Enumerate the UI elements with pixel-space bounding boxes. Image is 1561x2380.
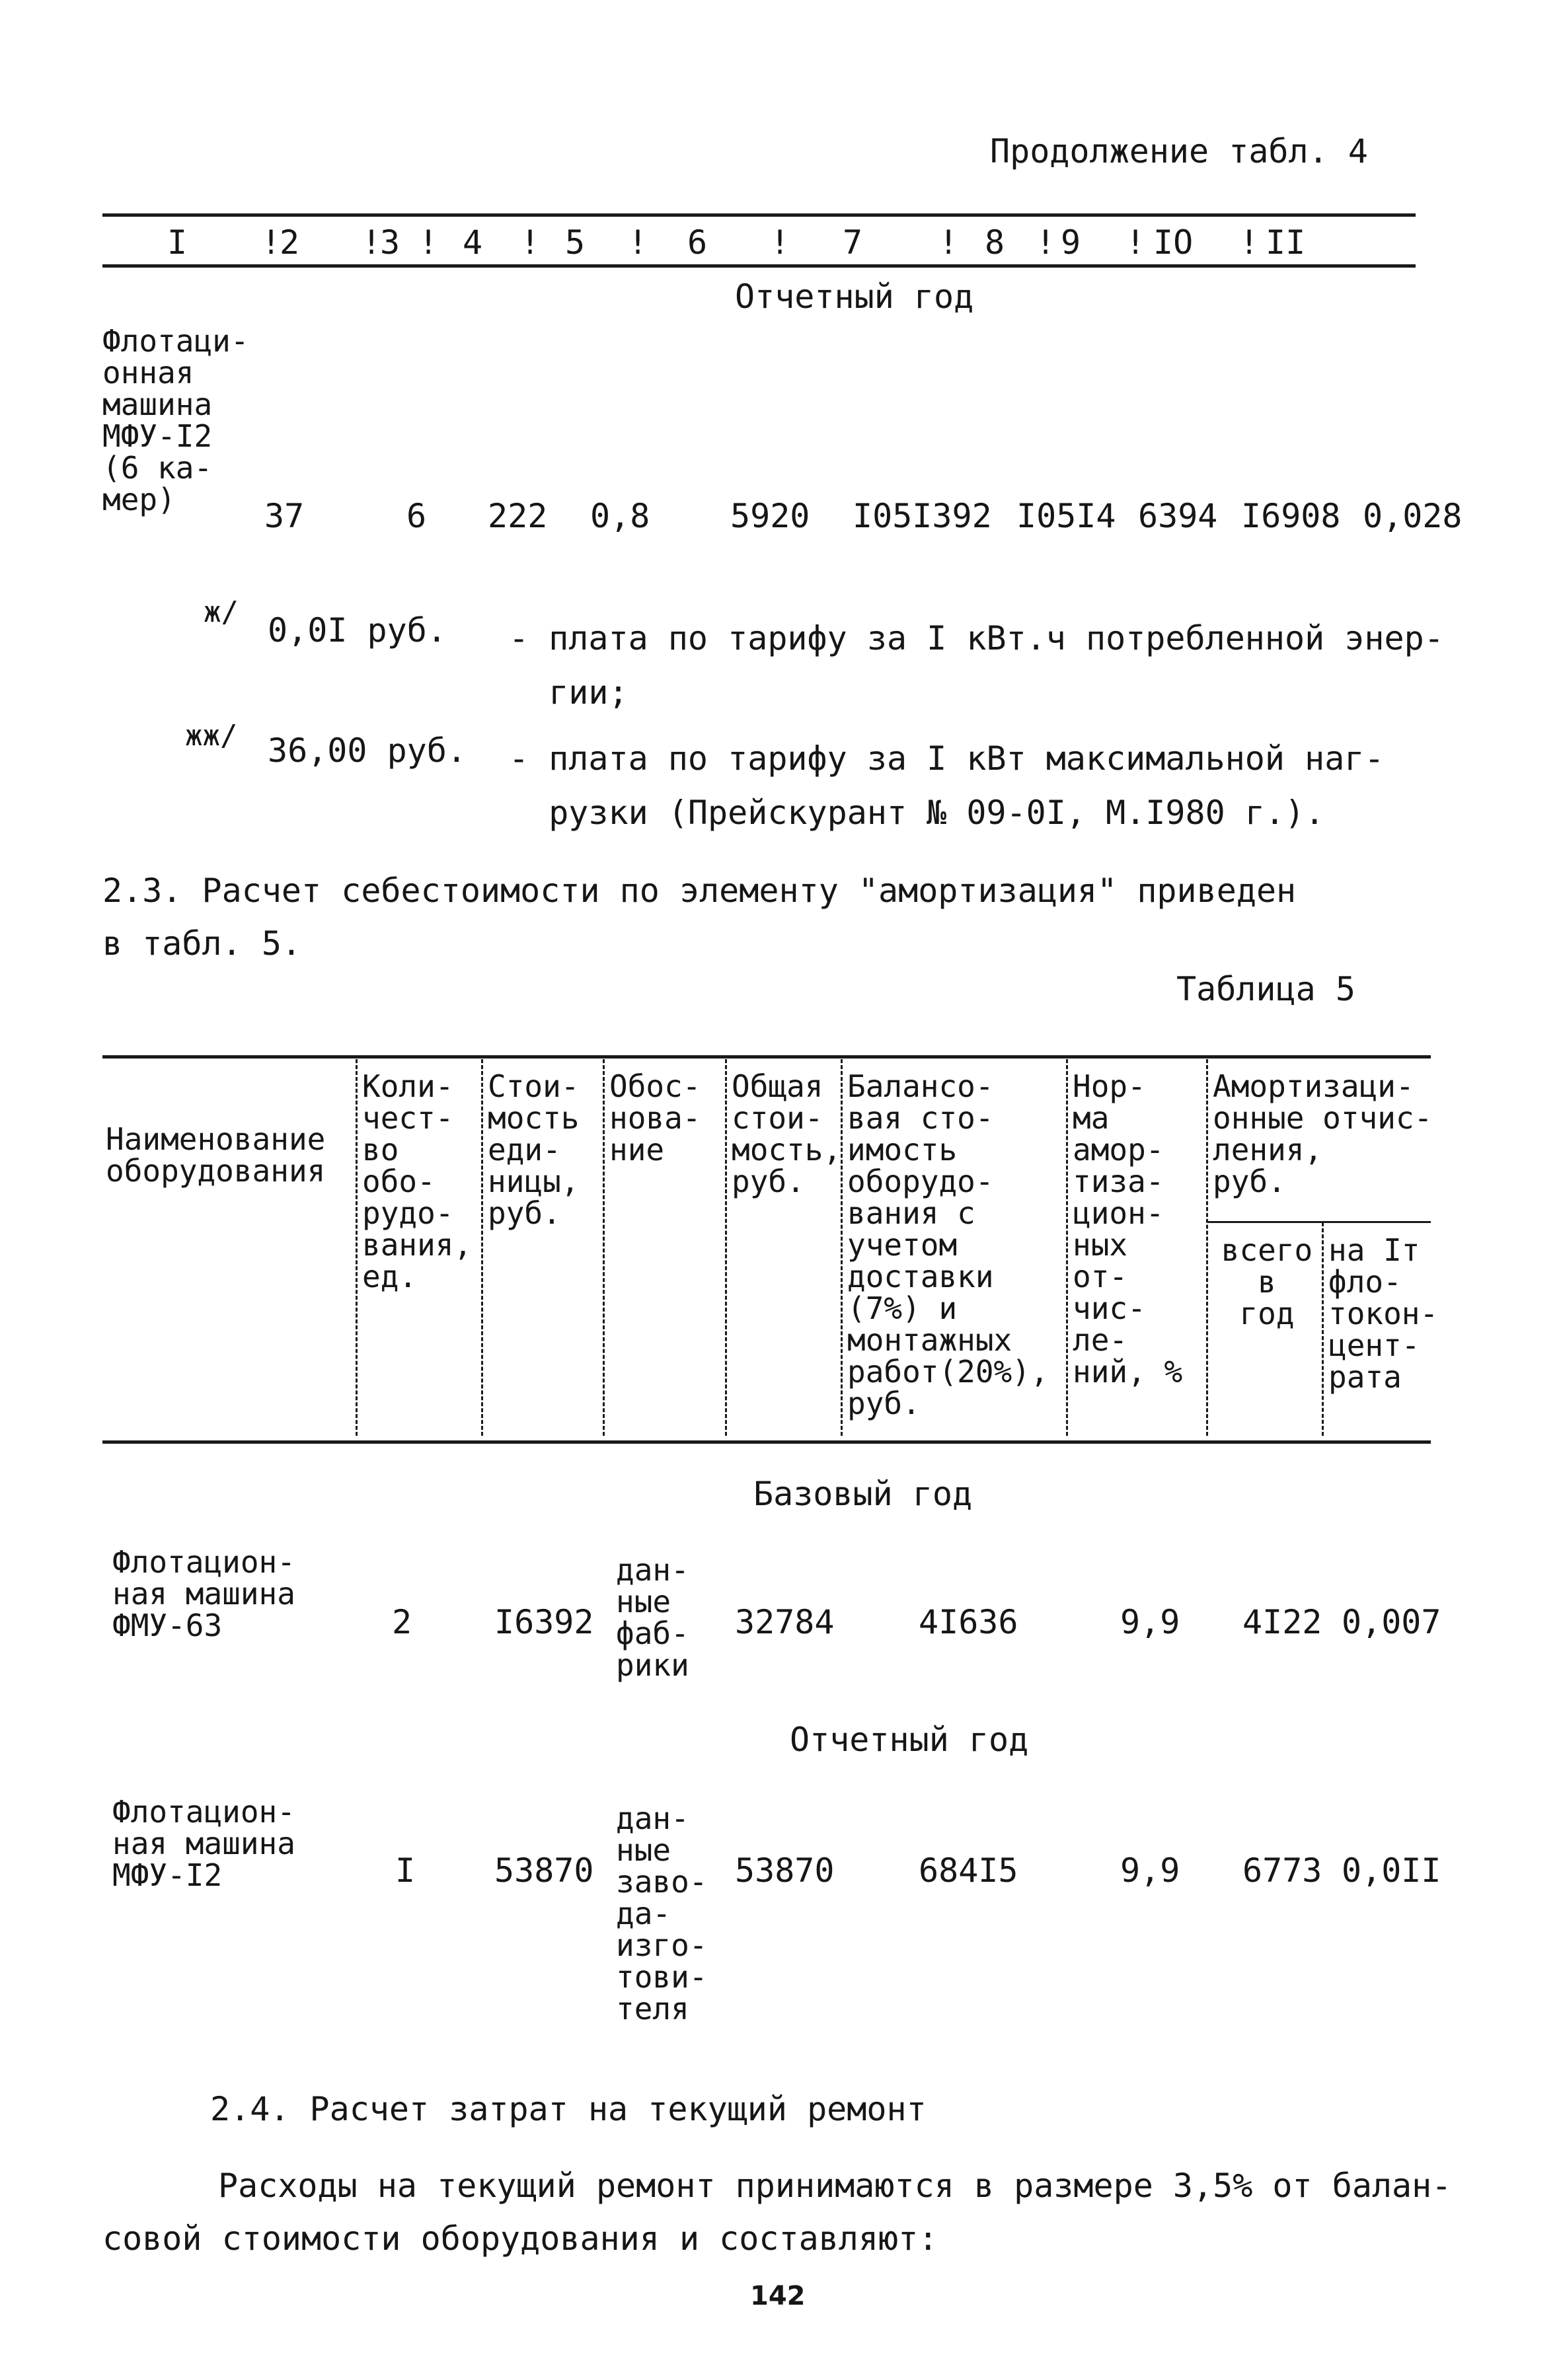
t5-header-qty: Коли- чест- во обо- рудо- вания, ед. [362, 1068, 473, 1294]
colnum-7: 7 [843, 223, 863, 262]
colnum-sep: ! [770, 223, 790, 262]
t5-header-balance-cost: Балансо- вая сто- имость оборудо- вания с учетом доставки (7%) и монтажных работ(20%), руб. [847, 1068, 1049, 1421]
t5-col-sep [481, 1059, 483, 1436]
t5-header-amort-group: Амортизаци- онные отчис- ления, руб. [1213, 1068, 1433, 1199]
t4-val-8: I05I4 [1016, 497, 1116, 535]
t5-row1-basis: дан- ные фаб- рики [616, 1552, 689, 1683]
colnum-11: II [1266, 223, 1306, 262]
t5-col-sep [1322, 1222, 1324, 1436]
colnum-1: I [167, 223, 188, 262]
section-2-4-text: Расходы на текущий ремонт принимаются в размере 3,5% от балан- совой стоимости оборудования и составляют: [102, 2167, 1452, 2258]
colnum-sep: ! [628, 223, 648, 262]
t5-header-name: Наименование оборудования [106, 1121, 326, 1189]
table4-header-rule [102, 264, 1416, 268]
table5-header-rule [102, 1440, 1431, 1444]
section-2-3-text: 2.3. Расчет себестоимости по элементу "амортизация" приведен в табл. 5. [102, 872, 1297, 963]
t4-val-9: 6394 [1138, 497, 1218, 535]
colnum-sep: ! [520, 223, 541, 262]
t4-val-5: 0,8 [590, 497, 650, 535]
t4-val-10: I6908 [1241, 497, 1341, 535]
colnum-6: 6 [687, 223, 708, 262]
t5-row1-total-cost: 32784 [735, 1603, 835, 1641]
section-2-4-title: 2.4. Расчет затрат на текущий ремонт [210, 2090, 927, 2128]
t4-val-7: I05I392 [853, 497, 992, 535]
colnum-4: 4 [463, 223, 483, 262]
t5-row1-amort-year: 4I22 [1242, 1603, 1322, 1641]
t5-subheader-rule [1208, 1221, 1431, 1223]
t5-col-sep [725, 1059, 727, 1436]
t5-period-base: Базовый год [753, 1475, 973, 1513]
colnum-10: IO [1153, 223, 1194, 262]
t5-header-amort-per-t: на Iт фло- токон- цент- рата [1328, 1232, 1439, 1395]
footnote-value-2: 36,00 руб. [268, 731, 467, 770]
t5-header-norm: Нор- ма амор- тиза- цион- ных от- чис- ле- ний, % [1073, 1068, 1183, 1390]
colnum-8: 8 [985, 223, 1005, 262]
footnote-text-2: - плата по тарифу за I кВт максимальной наг- рузки (Прейскурант № 09-0I, М.I980 г.). [509, 739, 1385, 832]
colnum-sep: ! [261, 223, 282, 262]
t4-val-11: 0,028 [1363, 497, 1463, 535]
t5-row1-balance-cost: 4I636 [919, 1603, 1018, 1641]
t5-header-total-cost: Общая стои- мость, руб. [732, 1068, 842, 1199]
t5-row1-amort-per-t: 0,007 [1342, 1603, 1441, 1641]
colnum-3: 3 [380, 223, 400, 262]
table4-top-rule [102, 213, 1416, 217]
t5-col-sep [356, 1059, 358, 1436]
colnum-sep: ! [938, 223, 959, 262]
footnote-mark-2: жж/ [185, 719, 238, 753]
t5-row2-total-cost: 53870 [735, 1851, 835, 1890]
table4-period-heading: Отчетный год [735, 278, 974, 316]
t5-period-report: Отчетный год [790, 1721, 1029, 1759]
t5-col-sep [1066, 1059, 1068, 1436]
footnote-text-1: - плата по тарифу за I кВт.ч потребленной энер- гии; [509, 619, 1444, 712]
t5-header-unit-cost: Стои- мость еди- ницы, руб. [488, 1068, 580, 1231]
t5-row2-unit-cost: 53870 [494, 1851, 594, 1890]
t4-val-3: 6 [406, 497, 427, 535]
t5-row2-qty: I [395, 1851, 416, 1890]
colnum-9: 9 [1061, 223, 1081, 262]
t4-val-6: 5920 [730, 497, 810, 535]
t5-row1-name: Флотацион- ная машина ФМУ-63 [112, 1544, 295, 1643]
t5-header-basis: Обос- нова- ние [609, 1068, 701, 1168]
colnum-sep: ! [1036, 223, 1056, 262]
t5-col-sep [603, 1059, 605, 1436]
colnum-5: 5 [565, 223, 586, 262]
t5-row2-amort-per-t: 0,0II [1342, 1851, 1441, 1890]
page-number: 142 [750, 2281, 806, 2311]
t5-row2-basis: дан- ные заво- да- изго- тови- теля [616, 1801, 708, 2027]
t5-row1-norm: 9,9 [1120, 1603, 1180, 1641]
footnote-value-1: 0,0I руб. [268, 611, 447, 650]
table5-top-rule [102, 1055, 1431, 1059]
table4-row-name: Флотаци- онная машина МФУ-I2 (6 ка- мер) [102, 323, 249, 517]
colnum-sep: ! [418, 223, 439, 262]
colnum-sep: ! [1125, 223, 1146, 262]
t5-header-amort-year: всего в год [1221, 1232, 1313, 1331]
t4-val-2: 37 [264, 497, 305, 535]
footnote-mark-1: ж/ [204, 595, 239, 629]
t5-row2-balance-cost: 684I5 [919, 1851, 1018, 1890]
colnum-sep: ! [1239, 223, 1260, 262]
t5-row1-unit-cost: I6392 [494, 1603, 594, 1641]
t5-row2-norm: 9,9 [1120, 1851, 1180, 1890]
t5-row2-name: Флотацион- ная машина МФУ-I2 [112, 1794, 295, 1893]
t5-col-sep [1206, 1059, 1208, 1436]
t5-row1-qty: 2 [392, 1603, 412, 1641]
colnum-sep: ! [362, 223, 382, 262]
t5-row2-amort-year: 6773 [1242, 1851, 1322, 1890]
table5-caption: Таблица 5 [1176, 970, 1355, 1008]
t4-val-4: 222 [488, 497, 548, 535]
colnum-2: 2 [280, 223, 300, 262]
continuation-label: Продолжение табл. 4 [990, 132, 1368, 170]
